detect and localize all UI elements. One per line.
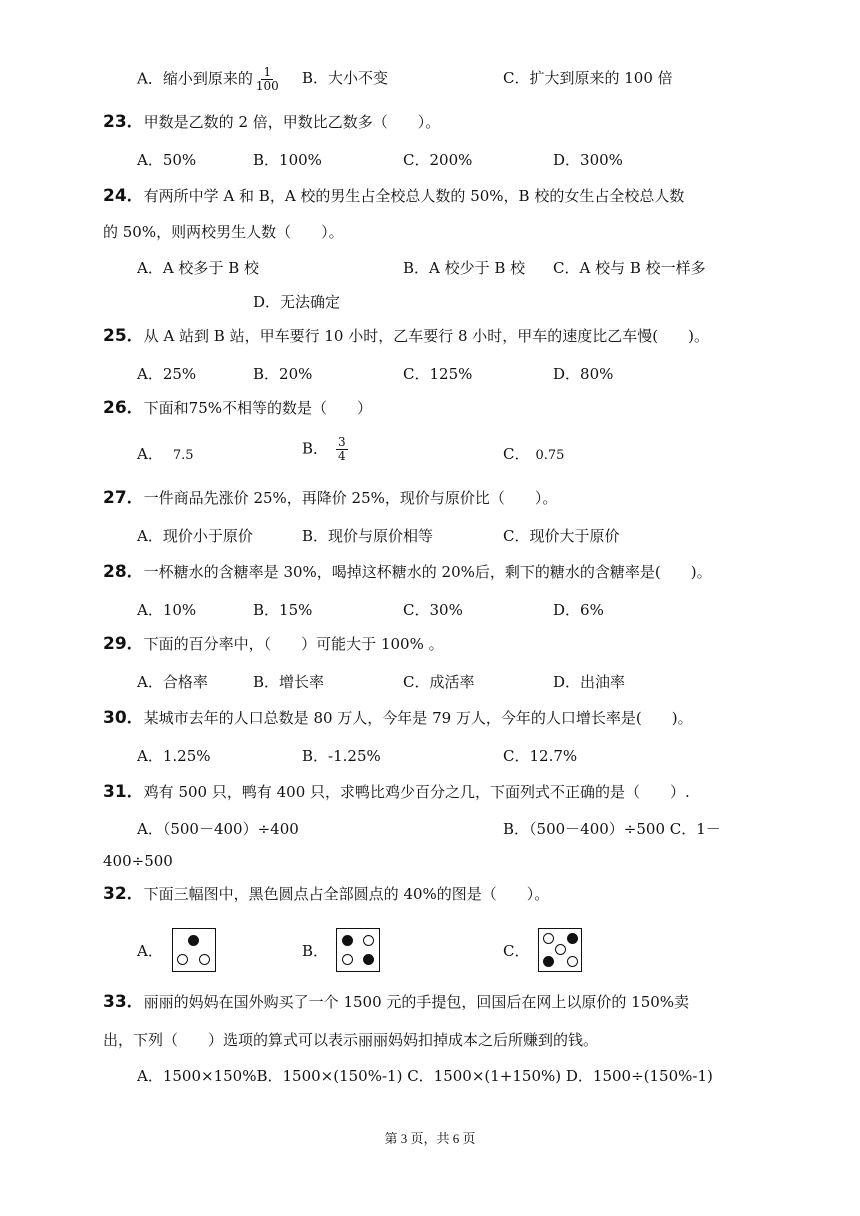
q31-option-a: A．（500－400）÷400 bbox=[137, 820, 299, 838]
q32-option-a: A． bbox=[137, 942, 163, 960]
q27-option-c: C．现价大于原价 bbox=[503, 527, 620, 545]
q23-option-a: A．50% bbox=[137, 151, 197, 169]
q24-option-d: D．无法确定 bbox=[253, 293, 341, 311]
q28-option-c: C．30% bbox=[403, 601, 463, 619]
q26-option-b: B． $\frac{3}{4}$ bbox=[302, 435, 346, 463]
q31-stem: 31．鸡有 500 只，鸭有 400 只，求鸭比鸡少百分之几，下面列式不正确的是（ ）. bbox=[103, 782, 690, 802]
white-dot bbox=[543, 933, 554, 944]
dot-figure-b bbox=[336, 928, 380, 972]
q30-option-b: B．-1.25% bbox=[302, 747, 381, 765]
q29-option-a: A．合格率 bbox=[137, 673, 208, 691]
black-dot bbox=[188, 935, 199, 946]
q32-stem: 32．下面三幅图中，黑色圆点占全部圆点的 40%的图是（ ）。 bbox=[103, 884, 550, 904]
q29-stem: 29．下面的百分率中，（ ）可能大于 100% 。 bbox=[103, 634, 444, 654]
q28-option-a: A．10% bbox=[137, 601, 197, 619]
q24-stem-line1: 24．有两所中学 A 和 B，A 校的男生占全校总人数的 50%，B 校的女生占全校总人数 bbox=[103, 186, 685, 206]
white-dot bbox=[363, 935, 374, 946]
q30-option-a: A．1.25% bbox=[137, 747, 211, 765]
black-dot bbox=[543, 956, 554, 967]
q31-option-bc: B．（500－400）÷500 C．1－ bbox=[503, 820, 721, 838]
q29-option-c: C．成活率 bbox=[403, 673, 475, 691]
q28-stem: 28．一杯糖水的含糖率是 30%，喝掉这杯糖水的 20%后，剩下的糖水的含糖率是( )。 bbox=[103, 562, 712, 582]
fraction-one-hundredth: $\frac{1}{100}$ bbox=[255, 65, 279, 93]
q29-option-b: B．增长率 bbox=[253, 673, 325, 691]
q26-option-a: A． 7.5 bbox=[137, 445, 194, 463]
q25-option-c: C．125% bbox=[403, 365, 473, 383]
q32-option-c: C． bbox=[503, 942, 530, 960]
q25-option-d: D．80% bbox=[553, 365, 614, 383]
q30-option-c: C．12.7% bbox=[503, 747, 578, 765]
q25-option-a: A．25% bbox=[137, 365, 197, 383]
black-dot bbox=[342, 935, 353, 946]
white-dot bbox=[555, 944, 566, 955]
q22-option-b: B．大小不变 bbox=[302, 69, 389, 87]
q33-stem-line1: 33．丽丽的妈妈在国外购买了一个 1500 元的手提包，回国后在网上以原价的 150%卖 bbox=[103, 992, 690, 1012]
q30-stem: 30．某城市去年的人口总数是 80 万人，今年是 79 万人，今年的人口增长率是( )。 bbox=[103, 708, 693, 728]
q31-option-c-continued: 400÷500 bbox=[103, 852, 173, 870]
q24-option-b: B．A 校少于 B 校 bbox=[403, 259, 526, 277]
fraction-three-quarters: $\frac{3}{4}$ bbox=[338, 435, 346, 463]
q23-option-b: B．100% bbox=[253, 151, 322, 169]
q24-stem-line2: 的 50%，则两校男生人数（ ）。 bbox=[103, 223, 344, 241]
q27-option-a: A．现价小于原价 bbox=[137, 527, 253, 545]
white-dot bbox=[199, 954, 210, 965]
q32-option-b: B． bbox=[302, 942, 329, 960]
white-dot bbox=[567, 956, 578, 967]
q33-stem-line2: 出，下列（ ）选项的算式可以表示丽丽妈妈扣掉成本之后所赚到的钱。 bbox=[103, 1031, 599, 1049]
q23-stem: 23．甲数是乙数的 2 倍，甲数比乙数多（ ）。 bbox=[103, 112, 441, 132]
black-dot bbox=[363, 954, 374, 965]
q28-option-d: D．6% bbox=[553, 601, 604, 619]
q25-option-b: B．20% bbox=[253, 365, 313, 383]
q26-stem: 26．下面和75%不相等的数是（ ） bbox=[103, 398, 373, 418]
q22-option-a: A．缩小到原来的 $\frac{1}{100}$ bbox=[137, 65, 279, 93]
page-footer: 第 3 页，共 6 页 bbox=[384, 1131, 476, 1146]
q33-options: A．1500×150%B．1500×(150%-1) C．1500×(1+150%) D．1500÷(150%-1) bbox=[137, 1067, 713, 1085]
white-dot bbox=[342, 954, 353, 965]
q25-stem: 25．从 A 站到 B 站，甲车要行 10 小时，乙车要行 8 小时，甲车的速度比乙车慢( )。 bbox=[103, 326, 710, 346]
q23-option-d: D．300% bbox=[553, 151, 623, 169]
q24-option-a: A．A 校多于 B 校 bbox=[137, 259, 259, 277]
q24-option-c: C．A 校与 B 校一样多 bbox=[553, 259, 706, 277]
q29-option-d: D．出油率 bbox=[553, 673, 626, 691]
dot-figure-c bbox=[538, 928, 582, 972]
q23-option-c: C．200% bbox=[403, 151, 473, 169]
black-dot bbox=[567, 933, 578, 944]
q27-option-b: B．现价与原价相等 bbox=[302, 527, 434, 545]
white-dot bbox=[177, 954, 188, 965]
dot-figure-a bbox=[172, 928, 216, 972]
q27-stem: 27．一件商品先涨价 25%，再降价 25%，现价与原价比（ ）。 bbox=[103, 488, 558, 508]
q22-option-c: C．扩大到原来的 100 倍 bbox=[503, 69, 673, 87]
q28-option-b: B．15% bbox=[253, 601, 313, 619]
q26-option-c: C． 0.75 bbox=[503, 445, 565, 463]
